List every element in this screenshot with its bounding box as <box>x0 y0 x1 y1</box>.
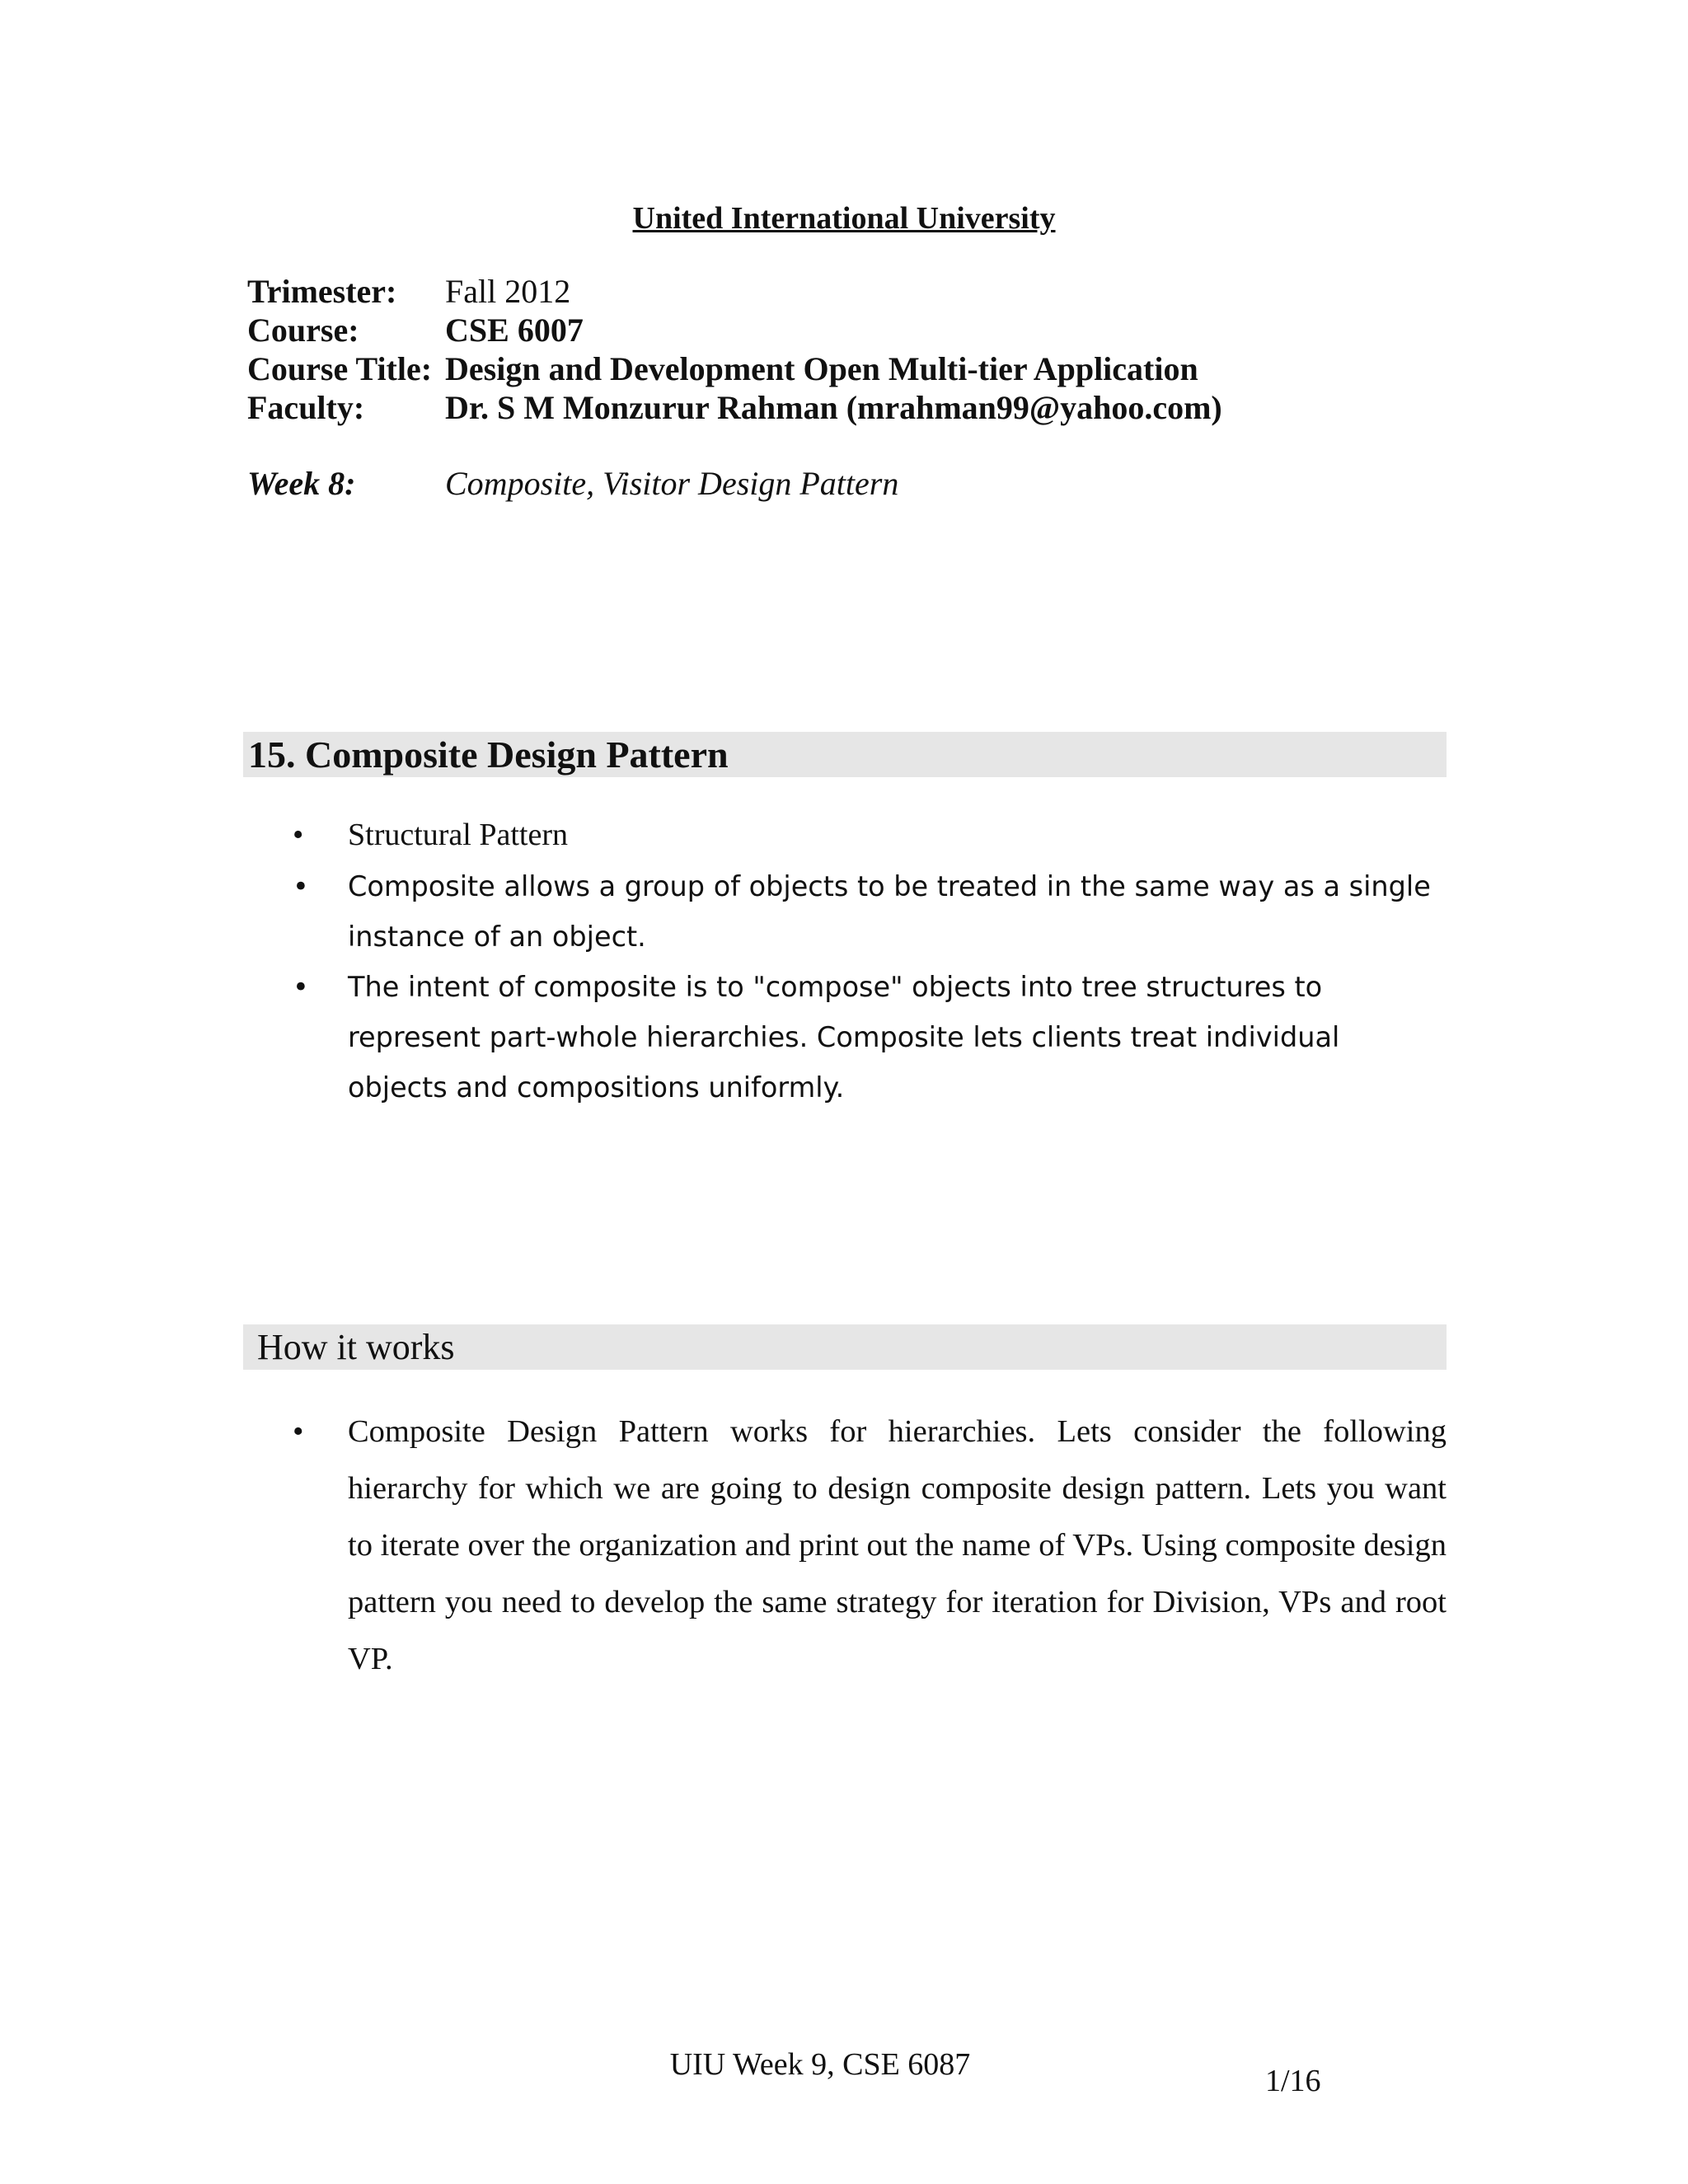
info-row-faculty <box>247 388 1222 427</box>
course-label: Course: <box>247 312 359 349</box>
page-title: United International University <box>632 201 1056 236</box>
course-info-table <box>247 272 1222 427</box>
bullet-icon: • <box>293 818 304 852</box>
course-title-label: Course Title: <box>247 350 433 387</box>
list-item-text: Structural Pattern <box>348 818 568 852</box>
week-topic: Composite, Visitor Design Pattern <box>445 465 899 502</box>
footer-text: UIU Week 9, CSE 6087 <box>669 2047 971 2082</box>
info-row-course <box>247 311 1222 349</box>
info-row-course-title <box>247 349 1222 388</box>
bullet-icon: • <box>293 870 309 902</box>
info-row-trimester <box>247 272 1222 311</box>
list-item <box>293 861 1447 962</box>
faculty-label: Faculty: <box>247 389 365 426</box>
course-value: CSE 6007 <box>445 312 584 349</box>
composite-bullet-list <box>293 812 1447 1113</box>
page-number: 1/16 <box>1265 2064 1321 2098</box>
trimester-label: Trimester: <box>247 273 397 310</box>
section-header-how-it-works <box>243 1324 1447 1370</box>
bullet-icon: • <box>293 1414 304 1449</box>
week-label: Week 8: <box>247 465 356 502</box>
bullet-icon: • <box>293 971 309 1003</box>
trimester-value: Fall 2012 <box>445 273 571 310</box>
list-item <box>293 812 1447 858</box>
section-heading-composite: 15. Composite Design Pattern <box>248 733 729 776</box>
section-heading-how-it-works: How it works <box>257 1327 455 1367</box>
list-item <box>293 1404 1447 1688</box>
faculty-value: Dr. S M Monzurur Rahman (mrahman99@yahoo.com) <box>445 389 1222 426</box>
list-item-text: Composite allows a group of objects to be treated in the same way as a single instance of an object. <box>348 870 1431 953</box>
week-row <box>247 463 898 504</box>
list-item-text: The intent of composite is to "compose" objects into tree structures to represent part-whole hierarchies. Composite lets clients treat individual objects and compositions uniformly. <box>348 971 1340 1104</box>
section-header-composite <box>243 732 1447 777</box>
list-item-text: Composite Design Pattern works for hierarchies. Lets consider the following hierarchy for which we are going to design composite design pattern. Lets you want to iterate over the organization and print out the name of VPs. Using composite design pattern you need to develop the same strategy for iteration for Division, VPs and root VP. <box>348 1414 1447 1676</box>
course-title-value: Design and Development Open Multi-tier Application <box>445 350 1198 387</box>
list-item <box>293 962 1447 1113</box>
how-it-works-bullet-list <box>293 1404 1447 1688</box>
